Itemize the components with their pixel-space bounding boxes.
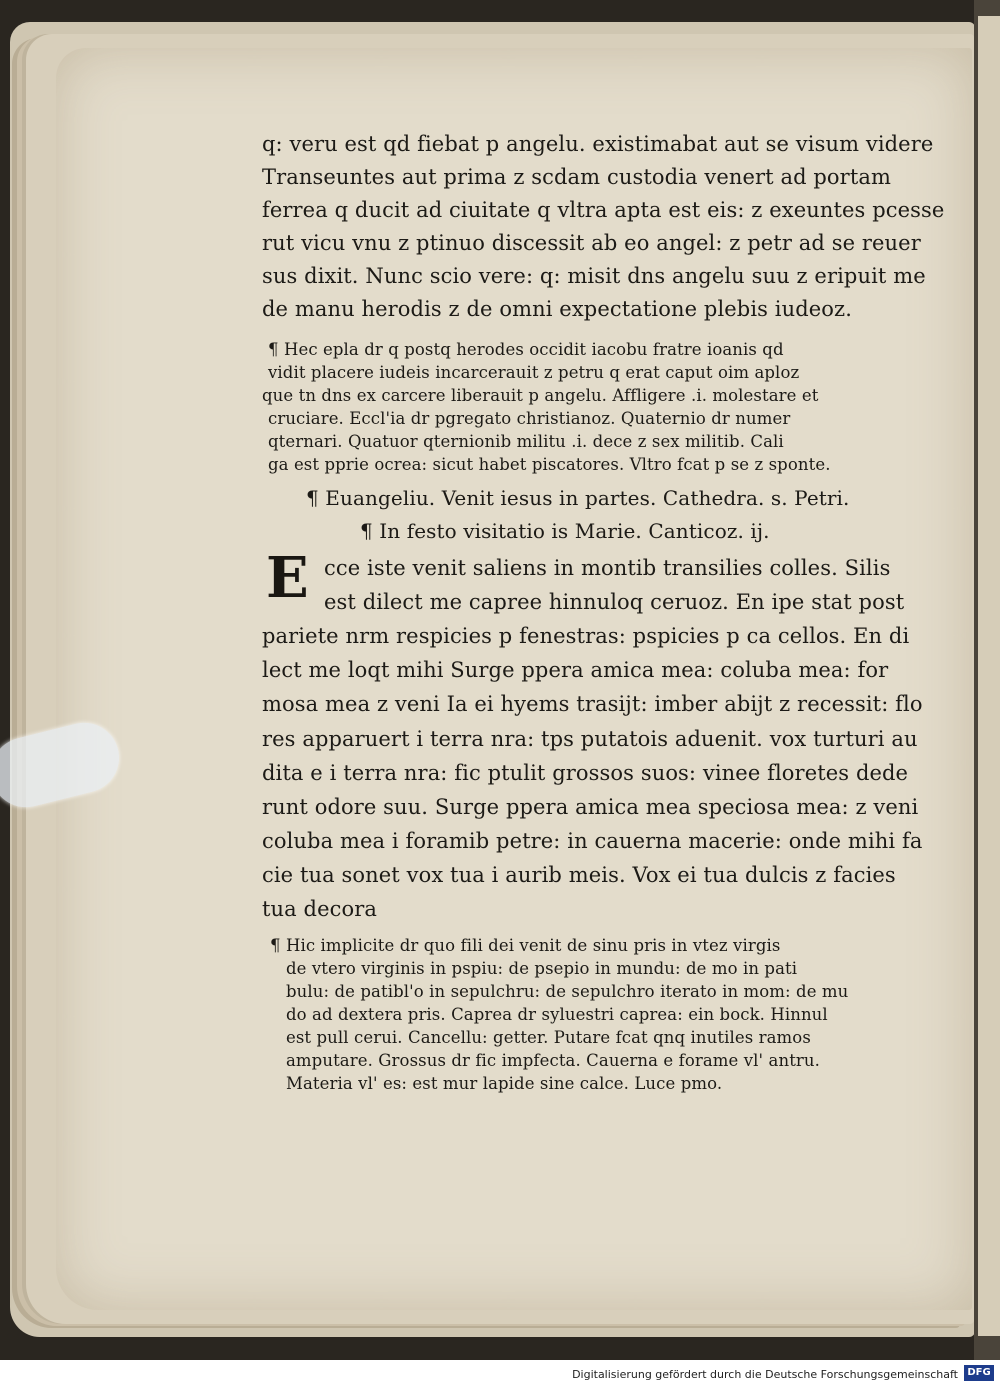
gloss-line: ga est pprie ocrea: sicut habet piscatores. Vltro fcat p se z sponte. — [268, 455, 831, 474]
text-line: dita e i terra nra: fic ptulit grossos suos: vinee floretes dede — [262, 761, 909, 785]
text-line: runt odore suu. Surge ppera amica mea speciosa mea: z veni — [262, 795, 919, 819]
text-line: mosa mea z veni Ia ei hyems trasijt: imber abijt z recessit: flo — [262, 692, 923, 716]
text-line: cie tua sonet vox tua i aurib meis. Vox ei tua dulcis z facies — [262, 863, 896, 887]
section-heading: ¶ In festo visitatio is Marie. Canticoz. ij. — [360, 519, 770, 543]
text-line: sus dixit. Nunc scio vere: q: misit dns angelu suu z eripuit me — [262, 264, 926, 288]
pilcrow-icon: ¶ — [306, 486, 319, 510]
text-line: tua decora — [262, 897, 377, 921]
gloss-line: ¶ Hec epla dr q postq herodes occidit iacobu fratre ioanis qd — [268, 340, 784, 359]
facing-page-edge — [974, 0, 1000, 1360]
gloss-line: vidit placere iudeis incarcerauit z petru q erat caput oim aploz — [268, 363, 800, 382]
text-line: pariete nrm respicies p fenestras: pspicies p ca cellos. En di — [262, 624, 910, 648]
gloss-line: que tn dns ex carcere liberauit p angelu. Affligere .i. molestare et — [262, 386, 819, 405]
text-line: cce iste venit saliens in montib transilies colles. Silis — [324, 556, 891, 580]
gloss-line: do ad dextera pris. Caprea dr syluestri caprea: ein bock. Hinnul — [286, 1005, 828, 1024]
text-line: lect me loqt mihi Surge ppera amica mea: coluba mea: for — [262, 658, 889, 682]
decorated-initial: E — [266, 545, 309, 611]
funding-notice: Digitalisierung gefördert durch die Deutsche Forschungsgemeinschaft — [572, 1368, 958, 1381]
text-line: res apparuert i terra nra: tps putatois aduenit. vox turturi au — [262, 727, 918, 751]
gloss-line: qternari. Quatuor qternionib militu .i. dece z sex militib. Cali — [268, 432, 784, 451]
text-line: q: veru est qd fiebat p angelu. existimabat aut se visum videre — [262, 132, 934, 156]
gloss-line: de vtero virginis in pspiu: de psepio in mundu: de mo in pati — [286, 959, 798, 978]
pilcrow-icon: ¶ — [268, 340, 279, 359]
gloss-line: ¶ Hic implicite dr quo fili dei venit de sinu pris in vtez virgis — [270, 936, 781, 955]
gloss-line: Materia vl' es: est mur lapide sine calce. Luce pmo. — [286, 1074, 723, 1093]
footer — [0, 1360, 1000, 1388]
text-line: ferrea q ducit ad ciuitate q vltra apta est eis: z exeuntes pcesse — [262, 198, 945, 222]
gloss-line: bulu: de patibl'o in sepulchru: de sepulchro iterato in mom: de mu — [286, 982, 849, 1001]
gloss-line: cruciare. Eccl'ia dr pgregato christianoz. Quaternio dr numer — [268, 409, 791, 428]
gloss-line: est pull cerui. Cancellu: getter. Putare fcat qnq inutiles ramos — [286, 1028, 811, 1047]
section-heading: ¶ Euangeliu. Venit iesus in partes. Cathedra. s. Petri. — [306, 486, 850, 510]
text-line: rut vicu vnu z ptinuo discessit ab eo angel: z petr ad se reuer — [262, 231, 921, 255]
pilcrow-icon: ¶ — [360, 519, 373, 543]
text-line: de manu herodis z de omni expectatione plebis iudeoz. — [262, 297, 852, 321]
gloss-line: amputare. Grossus dr fic impfecta. Cauerna e forame vl' antru. — [286, 1051, 820, 1070]
text-line: est dilect me capree hinnuloq ceruoz. En ipe stat post — [324, 590, 905, 614]
dfg-logo: DFG — [964, 1365, 994, 1381]
text-line: coluba mea i foramib petre: in cauerna macerie: onde mihi fa — [262, 829, 923, 853]
text-line: Transeuntes aut prima z scdam custodia venert ad portam — [262, 165, 891, 189]
pilcrow-icon: ¶ — [270, 936, 281, 955]
